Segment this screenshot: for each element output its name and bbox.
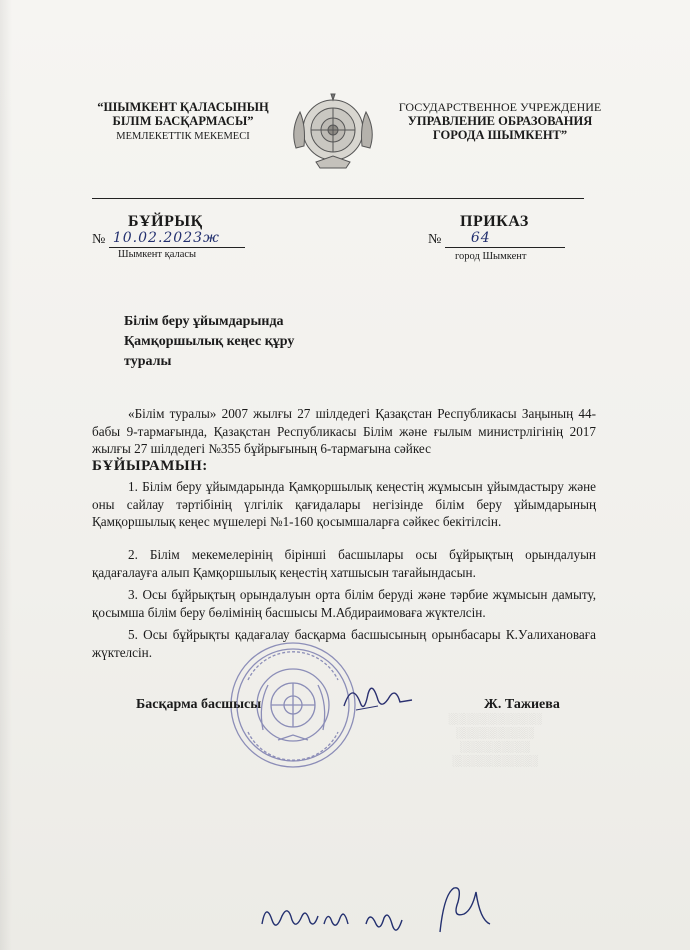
handwritten-number: 64 (470, 230, 491, 246)
order-item-1: 1. Білім беру ұйымдарында Қамқоршылық кеңестің жұмысын ұйымдастыру және оны сайлау тәртібінің үлгілік қағидалары негізінде білім беру ұйымдарының Қамқоршылық кеңес мүшелері №1-160 қосымшаларға сәйкес бекітілсін. (92, 479, 596, 530)
header-kz-line2: БІЛІМ БАСҚАРМАСЫ” (112, 114, 254, 128)
header-ru-line2: ГОРОДА ШЫМКЕНТ” (432, 128, 568, 142)
city-kz: Шымкент қаласы (118, 249, 197, 260)
header-ru-sub: ГОСУДАРСТВЕННОЕ УЧРЕЖДЕНИЕ (398, 100, 602, 114)
signatory-position: Басқарма басшысы (136, 697, 262, 712)
order-item-2: 2. Білім мекемелерінің бірінші басшылары осы бұйрықтың орындалуын қадағалауға алып Қамқоршылық кеңестің хатшысын тағайындасын. (92, 547, 596, 580)
scan-edge-shadow (0, 0, 12, 950)
command-heading: БҰЙЫРАМЫН: (92, 458, 208, 474)
number-line (445, 230, 565, 248)
header-kz-sub: МЕМЛЕКЕТТІК МЕКЕМЕСІ (116, 131, 250, 142)
city-ru: город Шымкент (455, 251, 527, 262)
order-label-ru: ПРИКАЗ (460, 213, 529, 230)
bleed-through-text: ░░░░░░░░░░░░ ░░░░░░░░░░ ░░░░░░░░░ ░░░░░░░░░░░ (448, 713, 542, 767)
preamble-paragraph: «Білім туралы» 2007 жылғы 27 шілдедегі Қазақстан Республикасы Заңының 44-бабы 9-тармағында, Қазақстан Республикасы Білім және ғылым министрлігінің 2017 жылғы 27 шілдедегі №355 бұйрығының 6-тармағына сәйкес (92, 406, 596, 457)
header-ru-line1: УПРАВЛЕНИЕ ОБРАЗОВАНИЯ (407, 114, 593, 128)
title-line1: Білім беру ұйымдарында (124, 314, 284, 329)
order-item-5: 5. Осы бұйрықты қадағалау басқарма басшысының орынбасары К.Уалихановаға жүктелсін. (92, 627, 596, 660)
number-sign: № (428, 232, 442, 247)
signature-mark-icon (338, 676, 418, 720)
header-kz (78, 100, 288, 144)
order-item-3: 3. Осы бұйрықтың орындалуын орта білім беруді және тәрбие жұмысын дамыту, қосымша білім беру бөлімінің басшысы М.Абдираимоваға жүктелсін. (92, 587, 596, 620)
header-kz-line1: “ШЫМКЕНТ ҚАЛАСЫНЫҢ (97, 100, 269, 114)
state-emblem-icon (288, 90, 378, 174)
signatory-name: Ж. Тажиева (484, 697, 560, 712)
order-date-field (92, 232, 245, 248)
document-title (124, 312, 354, 372)
title-line2: Қамқоршылық кеңес құру (124, 334, 295, 349)
order-label-kz: БҰЙРЫҚ (128, 213, 203, 230)
number-sign: № (92, 232, 106, 247)
order-number-field (428, 232, 565, 248)
title-line3: туралы (124, 354, 172, 369)
date-line (109, 230, 245, 248)
handwritten-note-scribble (258, 880, 498, 940)
header-ru (395, 100, 605, 142)
header-divider (92, 198, 584, 199)
handwritten-date: 10.02.2023ж (112, 230, 220, 246)
